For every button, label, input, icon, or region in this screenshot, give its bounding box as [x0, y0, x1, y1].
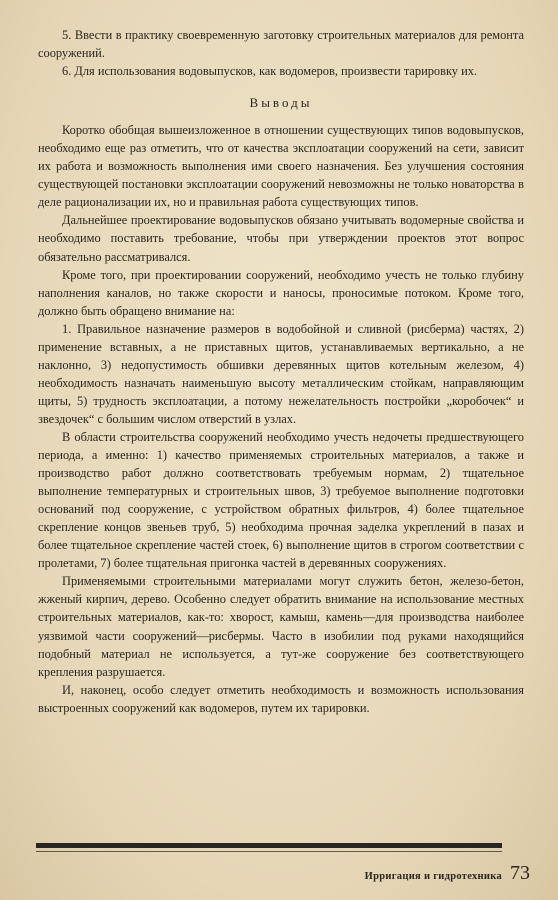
footer-rule-thick [36, 843, 502, 848]
list-item: 6. Для использования водовыпусков, как водомеров, произвести тарировку их. [62, 64, 478, 79]
section-heading: Выводы [249, 95, 313, 111]
paragraph: Применяемыми строительными материалами могут служить бетон, железо-бетон, жженый кирпич, дерево. Особенно следует обратить внимание на использование местных строительных материалов, как-то: хворост, камыш, камень—для производства наиболее уязвимой части сооружений—рисбермы. Часто в изобилии под руками находящийся подобный материал не используется, а тут-же сооружение без соответствующего крепления разрушается. [38, 574, 524, 679]
list-item: 5. Ввести в практику своевременную заготовку строительных материалов для ремонта сооружений. [38, 28, 524, 61]
paragraph: Коротко обобщая вышеизложенное в отношении существующих типов водовыпусков, необходимо еще раз отметить, что от качества эксплоатации сооружений на сети, зависит их работа и возможность выполнения ими своего назначения. Без улучшения состояния существующей постановки эксплоатации сооружений невозможны не только новаторства в деле рационализации их, но и правильная работа существующих типов. [38, 123, 524, 210]
paragraph: 1. Правильное назначение размеров в водобойной и сливной (рисберма) частях, 2) применение вставных, а не приставных щитов, устанавливаемых вертикально, а не наклонно, 3) недопустимость обшивки деревянных щитов котельным железом, 4) необходимость назначать наименьшую высоту металлическим стойкам, направляющим щиты, 5) трудность эксплоатации, а потому нежелательность постройки „коробочек“ и звездочек“ с большим числом отверстий в узлах. [38, 321, 524, 426]
paragraph: Кроме того, при проектировании сооружений, необходимо учесть не только глубину наполнения каналов, но также скорости и наносы, проносимые потоком. Кроме того, должно быть обращено внимание на: [38, 267, 524, 318]
page-footer [365, 862, 530, 885]
journal-title: Ирригация и гидротехника [364, 871, 502, 882]
paragraph: В области строительства сооружений необходимо учесть недочеты предшествующего периода, а именно: 1) качество применяемых строительных материалов, а также и производство работ должно соответствовать требуемым нормам, 2) тщательное выполнение температурных и строительных швов, 3) требуемое выполнение подготовки оснований под сооружение, с устройством обратных фильтров, 4) более тщательное скрепление концов звеньев труб, 5) необходима прочная заделка укреплений в пазах и более тщательное скрепление частей стоек, 6) выполнение щитов в строгом соответствии с пролетами, 7) более тщательная пригонка частей в деревянных сооружениях. [38, 429, 524, 571]
paragraph: Дальнейшее проектирование водовыпусков обязано учитывать водомерные свойства и необходимо поставить требование, чтобы при утверждении проектов этот вопрос обязательно рассматривался. [38, 213, 524, 264]
page-number: 73 [510, 862, 530, 884]
footer-rule-thin [36, 851, 502, 852]
article-text [38, 26, 524, 717]
paragraph: И, наконец, особо следует отметить необходимость и возможность использования выстроенных сооружений как водомеров, путем их тарировки. [38, 682, 524, 715]
